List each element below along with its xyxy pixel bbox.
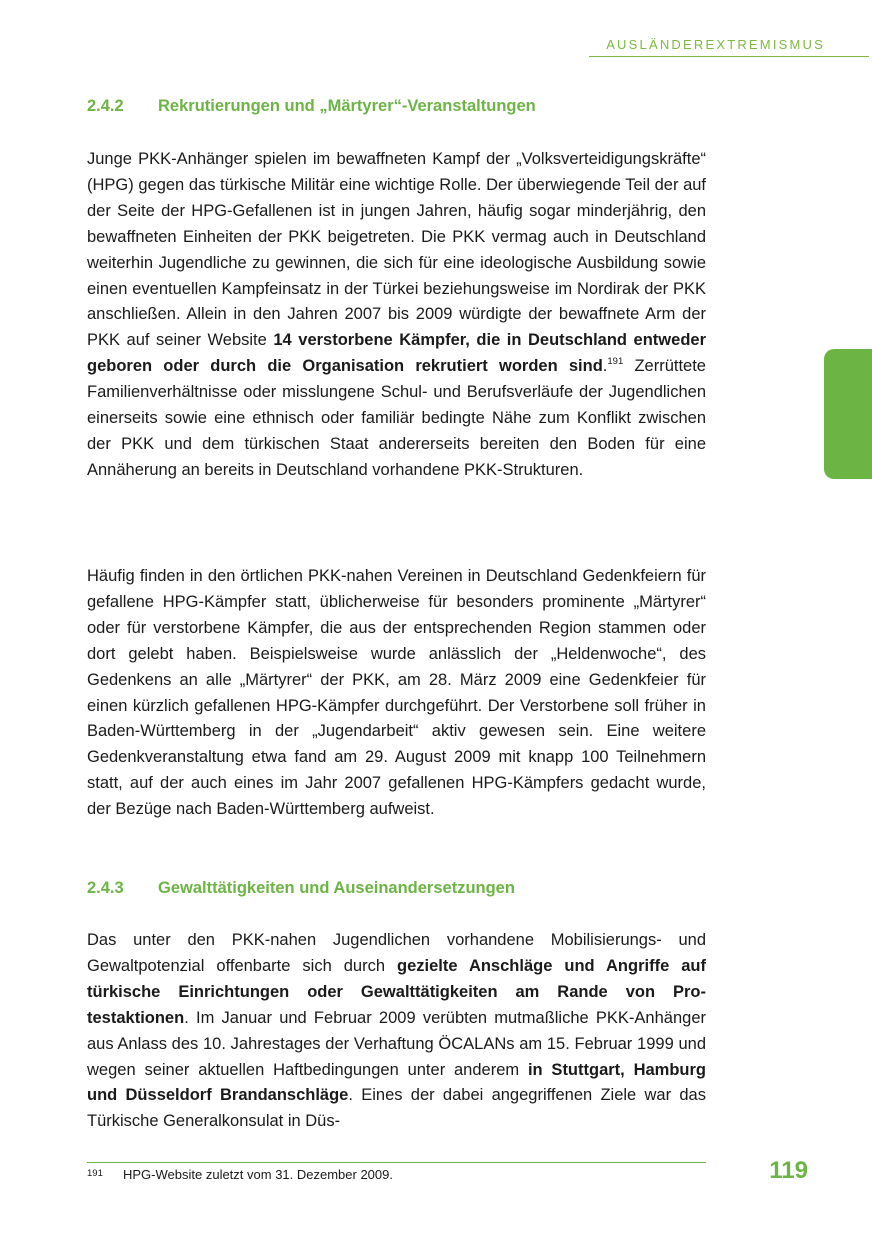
header-rule xyxy=(589,56,869,57)
paragraph-text: . Im Januar und Februar 2009 verübten mutmaßliche PKK-Anhänger aus Anlass des 10. Jahrestages der Verhaftung ÖCALANs am 15. Februar 1999 und wegen seiner aktuellen Haftbedingungen unter anderem xyxy=(87,1008,706,1079)
paragraph-bold-text: in Stuttgart, Hamburg und Düsseldorf Brandanschläge xyxy=(87,1060,706,1105)
paragraph-bold-text: gezielte Anschläge und Angriffe auf türkische Einrichtungen oder Gewalttätigkeiten am Rande von Protestaktionen xyxy=(87,956,706,1027)
chapter-side-tab xyxy=(824,349,872,479)
section-heading-2-4-2 xyxy=(87,97,536,116)
paragraph-1 xyxy=(87,147,706,484)
section-title: Rekrutierungen und „Märtyrer“-Veranstaltungen xyxy=(158,97,536,115)
footnote xyxy=(87,1167,393,1182)
footnote-text: HPG-Website zuletzt vom 31. Dezember 2009. xyxy=(123,1167,393,1182)
section-title: Gewalttätigkeiten und Auseinandersetzungen xyxy=(158,879,515,897)
footnote-reference: 191 xyxy=(607,356,624,368)
section-heading-2-4-3 xyxy=(87,879,515,898)
paragraph-bold-text: 14 verstorbene Kämpfer, die in Deutschland entweder geboren oder durch die Organisation rekrutiert worden sind xyxy=(87,331,706,376)
section-number: 2.4.2 xyxy=(87,97,124,115)
paragraph-text: Junge PKK-Anhänger spielen im bewaffneten Kampf der „Volksverteidigungskräfte“ (HPG) gegen das türkische Militär eine wichtige Rolle. Der überwiegende Teil der auf der Seite der HPG-Gefallenen ist in jungen Jahren, häufig sogar minderjährig, den bewaffneten Einheiten der PKK beigetreten. Die PKK vermag auch in Deutschland weiterhin Jugendliche zu gewinnen, die sich für eine ideologische Ausbildung sowie einen eventuellen Kampfeinsatz in der Türkei beziehungsweise im Nordirak der PKK anschließen. Allein in den Jahren 2007 bis 2009 würdigte der bewaffnete Arm der PKK auf seiner Website xyxy=(87,150,706,350)
paragraph-3 xyxy=(87,928,706,1135)
footnote-rule xyxy=(87,1162,706,1163)
paragraph-text: . Eines der dabei angegriffenen Ziele war das Türkische Generalkonsulat in Düs- xyxy=(87,1086,706,1131)
running-header: AUSLÄNDEREXTREMISMUS xyxy=(606,37,825,52)
section-number: 2.4.3 xyxy=(87,879,124,897)
paragraph-text: Das unter den PKK-nahen Jugendlichen vorhandene Mobilisierungs- und Gewaltpotenzial offenbarte sich durch xyxy=(87,931,706,975)
paragraph-text: . xyxy=(602,357,608,376)
paragraph-text: Häufig finden in den örtlichen PKK-nahen Vereinen in Deutschland Gedenkfeiern für gefallene HPG-Kämpfer statt, üblicherweise für besonders prominente „Märtyrer“ oder für verstorbene Kämpfer, die aus der entsprechenden Region stammen oder dort gelebt haben. Beispielsweise wurde anlässlich der „Heldenwoche“, des Gedenkens an alle „Märtyrer“ der PKK, am 28. März 2009 eine Gedenkfeier für einen kürzlich gefallenen HPG-Kämpfer durchgeführt. Der Verstorbene soll früher in Baden-Württemberg in der „Jugendarbeit“ aktiv gewesen sein. Eine weitere Gedenkveranstaltung etwa fand am 29. August 2009 mit knapp 100 Teilnehmern statt, auf der auch eines im Jahr 2007 gefallenen HPG-Kämpfers gedacht wurde, der Bezüge nach Baden-Württemberg aufweist. xyxy=(87,567,706,819)
paragraph-text: Zerrüttete Familienverhältnisse oder misslungene Schul- und Berufsverläufe der Jugendlichen einerseits sowie eine ethnisch oder familiär bedingte Nähe zum Konflikt zwischen der PKK und dem türkischen Staat andererseits bereiten den Boden für eine Annäherung an bereits in Deutschland vorhandene PKK-Strukturen. xyxy=(87,357,706,479)
paragraph-2 xyxy=(87,564,706,823)
page-number: 119 xyxy=(769,1157,808,1184)
footnote-number: 191 xyxy=(87,1168,103,1179)
